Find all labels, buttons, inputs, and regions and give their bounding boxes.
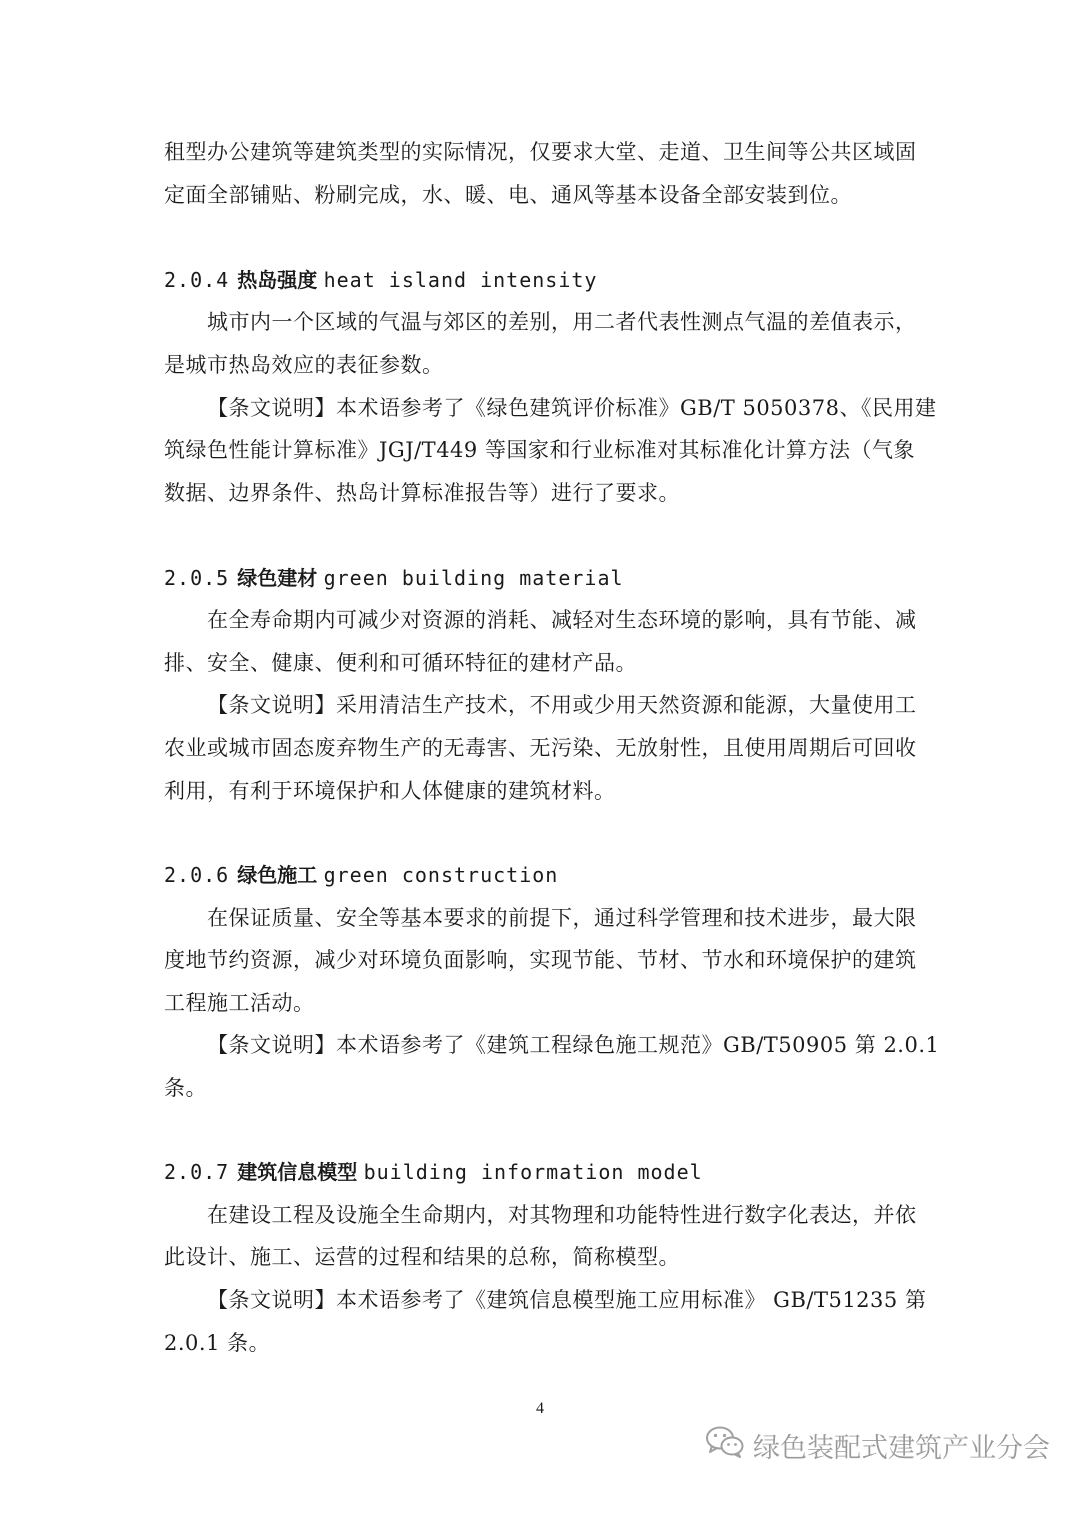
note-line: 【条文说明】本术语参考了《建筑信息模型施工应用标准》 GB/T51235 第 bbox=[207, 1288, 927, 1312]
section-heading-2-0-5 bbox=[164, 563, 624, 593]
section-title-zh: 绿色建材 bbox=[237, 566, 318, 590]
note-line: 【条文说明】本术语参考了《绿色建筑评价标准》GB/T 5050378、《民用建 bbox=[207, 396, 937, 420]
section-title-zh: 绿色施工 bbox=[237, 863, 318, 887]
section-number: 2.0.5 bbox=[164, 566, 230, 590]
note-line: 【条文说明】本术语参考了《建筑工程绿色施工规范》GB/T50905 第 2.0.1 bbox=[207, 1033, 940, 1057]
section-heading-2-0-6 bbox=[164, 860, 558, 890]
note-line: 农业或城市固态废弃物生产的无毒害、无污染、无放射性，且使用周期后可回收 bbox=[164, 736, 917, 760]
section-heading-2-0-7 bbox=[164, 1157, 703, 1187]
page-number: 4 bbox=[536, 1400, 544, 1417]
section-title-en: green construction bbox=[323, 863, 559, 887]
definition-line: 在保证质量、安全等基本要求的前提下，通过科学管理和技术进步，最大限 bbox=[207, 906, 917, 930]
section-title-en: building information model bbox=[363, 1160, 703, 1184]
watermark bbox=[705, 1425, 1050, 1465]
note-line: 利用，有利于环境保护和人体健康的建筑材料。 bbox=[164, 779, 616, 803]
note-line: 【条文说明】采用清洁生产技术，不用或少用天然资源和能源，大量使用工 bbox=[207, 693, 917, 717]
section-heading-2-0-4 bbox=[164, 265, 597, 295]
intro-line: 租型办公建筑等建筑类型的实际情况，仅要求大堂、走道、卫生间等公共区域固 bbox=[164, 140, 917, 164]
watermark-text: 绿色装配式建筑产业分会 bbox=[753, 1432, 1050, 1464]
section-number: 2.0.4 bbox=[164, 268, 230, 292]
definition-line: 在全寿命期内可减少对资源的消耗、减轻对生态环境的影响，具有节能、减 bbox=[207, 608, 917, 632]
section-title-zh: 建筑信息模型 bbox=[237, 1160, 358, 1184]
wechat-icon bbox=[705, 1425, 753, 1466]
section-title-zh: 热岛强度 bbox=[237, 268, 318, 292]
section-number: 2.0.7 bbox=[164, 1160, 230, 1184]
section-title-en: green building material bbox=[323, 566, 624, 590]
definition-line: 此设计、施工、运营的过程和结果的总称，简称模型。 bbox=[164, 1245, 680, 1269]
note-line: 2.0.1 条。 bbox=[164, 1331, 271, 1355]
section-number: 2.0.6 bbox=[164, 863, 230, 887]
section-title-en: heat island intensity bbox=[323, 268, 598, 292]
note-line: 数据、边界条件、热岛计算标准报告等）进行了要求。 bbox=[164, 481, 680, 505]
definition-line: 工程施工活动。 bbox=[164, 991, 315, 1015]
definition-line: 城市内一个区域的气温与郊区的差别，用二者代表性测点气温的差值表示， bbox=[207, 310, 917, 334]
note-line: 筑绿色性能计算标准》JGJ/T449 等国家和行业标准对其标准化计算方法（气象 bbox=[164, 438, 915, 462]
definition-line: 度地节约资源，减少对环境负面影响，实现节能、节材、节水和环境保护的建筑 bbox=[164, 948, 917, 972]
intro-line: 定面全部铺贴、粉刷完成，水、暖、电、通风等基本设备全部安装到位。 bbox=[164, 183, 852, 207]
note-line: 条。 bbox=[164, 1076, 207, 1100]
definition-line: 在建设工程及设施全生命期内，对其物理和功能特性进行数字化表达，并依 bbox=[207, 1203, 917, 1227]
definition-line: 排、安全、健康、便利和可循环特征的建材产品。 bbox=[164, 651, 637, 675]
definition-line: 是城市热岛效应的表征参数。 bbox=[164, 353, 444, 377]
